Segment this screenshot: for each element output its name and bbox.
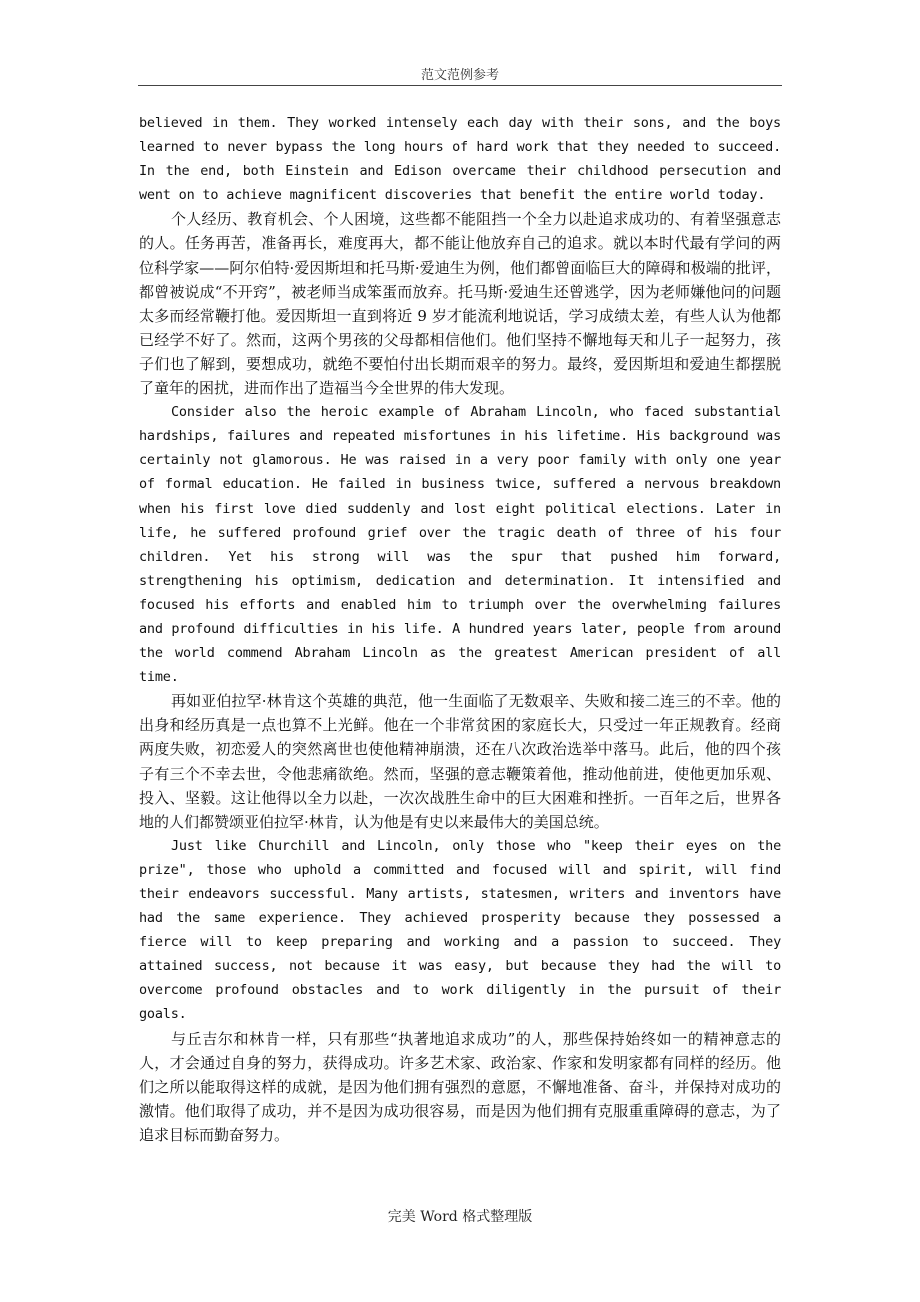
paragraph-en-3: Just like Churchill and Lincoln, only those who "keep their eyes on the prize", those who uphold a committed and focused will and spirit, will find their endeavors successful. Many artists, statesmen, writers and inventors have had the same experience. They achieved prosperity because they possessed a fierce will to keep preparing and working and a passion to succeed. They attained success, not because it was easy, but because they had the will to overcome profound obstacles and to work diligently in the pursuit of their goals. [139,837,781,1023]
header-divider [138,85,782,86]
paragraph-zh-1: 个人经历、教育机会、个人困境，这些都不能阻挡一个全力以赴追求成功的、有着坚强意志的人。任务再苦，准备再长，难度再大，都不能让他放弃自己的追求。就以本时代最有学问的两位科学家——阿尔伯特·爱因斯坦和托马斯·爱迪生为例，他们都曾面临巨大的障碍和极端的批评，都曾被说成“不开窍”，被老师当成笨蛋而放弃。托马斯·爱迪生还曾逃学，因为老师嫌他问的问题太多而经常鞭打他。爱因斯坦一直到将近 9 岁才能流利地说话，学习成绩太差，有些人认为他都已经学不好了。然而，这两个男孩的父母都相信他们。他们坚持不懈地每天和儿子一起努力，孩子们也了解到，要想成功，就绝不要怕付出长期而艰辛的努力。最终，爱因斯坦和爱迪生都摆脱了童年的困扰，进而作出了造福当今全世界的伟大发现。 [139,210,781,398]
page-footer: 完美 Word 格式整理版 [387,1209,533,1225]
paragraph-zh-3: 与丘吉尔和林肯一样，只有那些“执著地追求成功”的人，那些保持始终如一的精神意志的人，才会通过自身的努力，获得成功。许多艺术家、政治家、作家和发明家都有同样的经历。他们之所以能取得这样的成就，是因为他们拥有强烈的意愿，不懈地准备、奋斗，并保持对成功的激情。他们取得了成功，并不是因为成功很容易，而是因为他们拥有克服重重障碍的意志，为了追求目标而勤奋努力。 [139,1029,781,1144]
paragraph-en-2: Consider also the heroic example of Abraham Lincoln, who faced substantial hardships, failures and repeated misfortunes in his lifetime. His background was certainly not glamorous. He was raised in a very poor family with only one year of formal education. He failed in business twice, suffered a nervous breakdown when his first love died suddenly and lost eight political elections. Later in life, he suffered profound grief over the tragic death of three of his four children. Yet his strong will was the spur that pushed him forward, strengthening his optimism, dedication and determination. It intensified and focused his efforts and enabled him to triumph over the overwhelming failures and profound difficulties in his life. A hundred years later, people from around the world commend Abraham Lincoln as the greatest American president of all time. [139,404,781,686]
page-header: 范文范例参考 [420,68,499,83]
document-body [139,111,781,1147]
paragraph-en-1: believed in them. They worked intensely each day with their sons, and the boys learned to never bypass the long hours of hard work that they needed to succeed. In the end, both Einstein and Edison overcame their childhood persecution and went on to achieve magnificent discoveries that benefit the entire world today. [139,115,781,204]
paragraph-zh-2: 再如亚伯拉罕·林肯这个英雄的典范，他一生面临了无数艰辛、失败和接二连三的不幸。他的出身和经历真是一点也算不上光鲜。他在一个非常贫困的家庭长大，只受过一年正规教育。经商两度失败，初恋爱人的突然离世也使他精神崩溃，还在八次政治选举中落马。此后，他的四个孩子有三个不幸去世，令他悲痛欲绝。然而，坚强的意志鞭策着他，推动他前进，使他更加乐观、投入、坚毅。这让他得以全力以赴，一次次战胜生命中的巨大困难和挫折。一百年之后，世界各地的人们都赞颂亚伯拉罕·林肯，认为他是有史以来最伟大的美国总统。 [139,692,781,831]
